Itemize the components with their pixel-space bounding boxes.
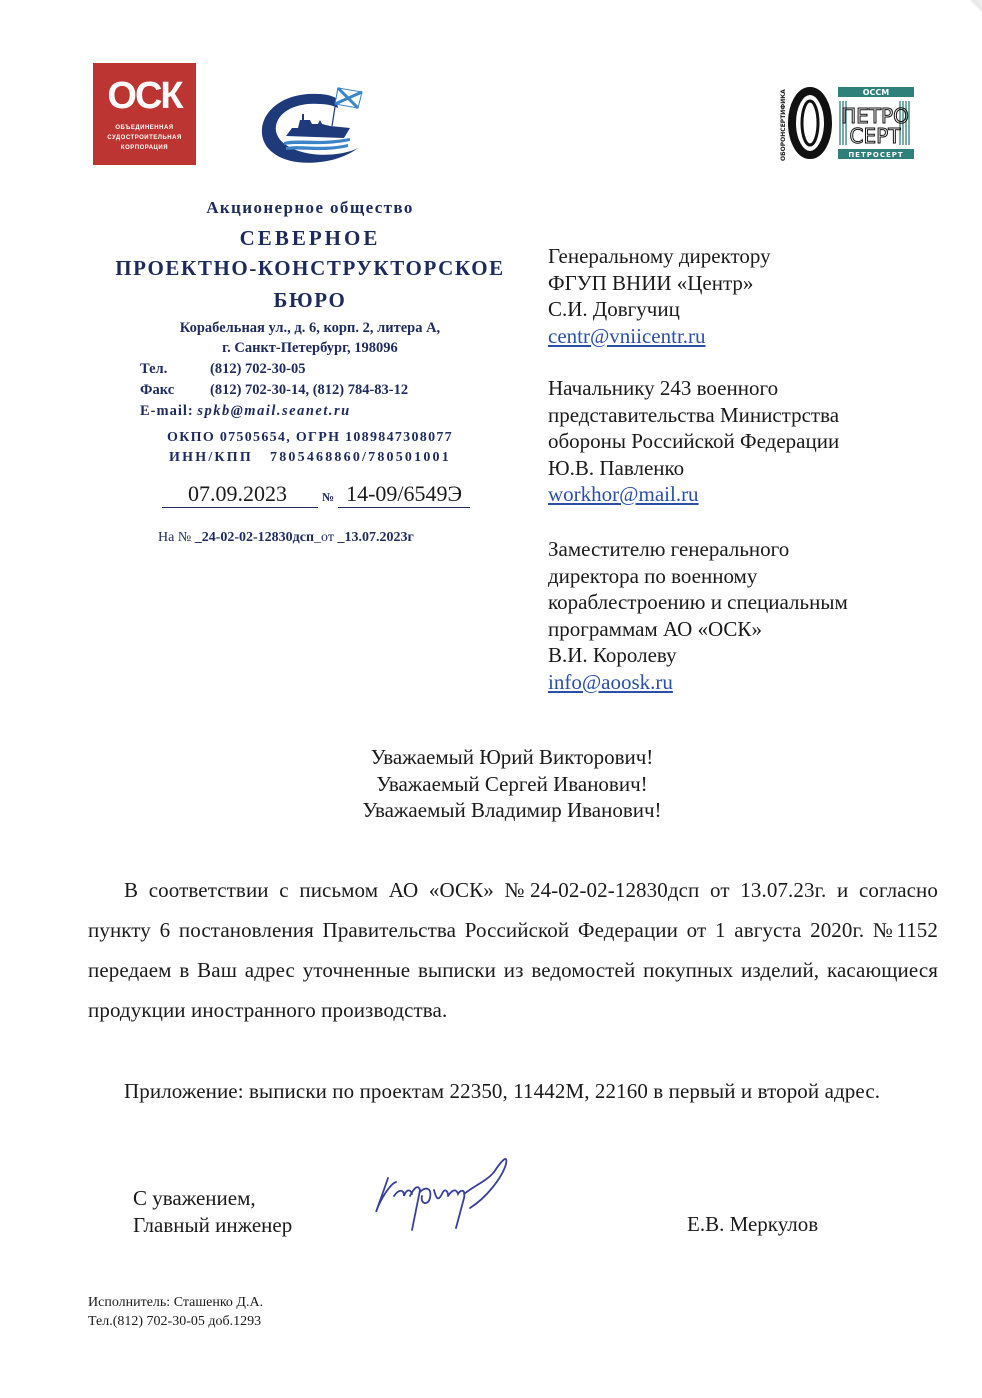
email-row bbox=[140, 403, 351, 420]
attachment-text: Приложение: выписки по проектам 22350, 11442М, 22160 в первый и второй адрес. bbox=[124, 1079, 881, 1103]
svg-text:СЕРТ: СЕРТ bbox=[849, 124, 901, 148]
ref-mid: _от bbox=[314, 530, 334, 545]
osk-logo-mark: ОСК bbox=[107, 75, 182, 117]
ref-date: _13.07.2023г bbox=[337, 530, 414, 545]
signer-name: Е.В. Меркулов bbox=[687, 1212, 819, 1236]
company-name-line: СЕВЕРНОЕ bbox=[239, 226, 381, 250]
ref-number: _24-02-02-12830дсп bbox=[194, 530, 315, 545]
osk-subtitle-line: КОРПОРАЦИЯ bbox=[120, 145, 169, 151]
body-paragraph-text: В соответствии с письмом АО «ОСК» №24-02-02-12830дсп от 13.07.23г. и согласно пункту 6 постановления Правительства Российской Федерации от 1 августа 2020г. №1152 передаем в Ваш адрес уточненные выписки из ведомостей покупных изделий, касающиеся продукции иностранного производства. bbox=[88, 878, 938, 1022]
reference-line bbox=[158, 530, 414, 546]
recipient-line: директора по военному bbox=[548, 563, 758, 588]
executor-phone: Тел.(812) 702-30-05 доб.1293 bbox=[88, 1314, 262, 1329]
recipient-line: программам АО «ОСК» bbox=[548, 616, 762, 641]
recipient-line: кораблестроению и специальным bbox=[548, 590, 848, 614]
recipient-block bbox=[548, 243, 908, 349]
company-email[interactable]: spkb@mail.seanet.ru bbox=[197, 403, 351, 419]
recipient-line: Ю.В. Павленко bbox=[548, 455, 685, 480]
recipient-line: В.И. Королеву bbox=[548, 643, 677, 667]
executor-name: Исполнитель: Сташенко Д.А. bbox=[88, 1295, 264, 1310]
petrosert-top-label: ОССМ bbox=[862, 88, 890, 97]
osk-subtitle-line: СУДОСТРОИТЕЛЬНАЯ bbox=[107, 135, 182, 141]
address-line: г. Санкт-Петербург, 198096 bbox=[222, 340, 398, 356]
greeting-line: Уважаемый Владимир Иванович! bbox=[362, 798, 662, 822]
body-paragraph bbox=[88, 870, 938, 1030]
outgoing-number: 14-09/6549Э bbox=[338, 481, 470, 508]
osk-subtitle-line: ОБЪЕДИНЕННАЯ bbox=[115, 125, 174, 131]
fax-row bbox=[140, 382, 408, 399]
spkb-ship-logo bbox=[258, 84, 368, 166]
phone-row bbox=[140, 361, 305, 378]
recipient-line: С.И. Довгучиц bbox=[548, 297, 680, 321]
address-line: Корабельная ул., д. 6, корп. 2, литера А, bbox=[179, 320, 441, 336]
handwritten-signature bbox=[370, 1150, 545, 1235]
executor-block bbox=[88, 1293, 263, 1331]
recipient-line: Заместителю генерального bbox=[548, 537, 790, 561]
greeting-line: Уважаемый Юрий Викторович! bbox=[370, 745, 654, 769]
company-type: Акционерное общество bbox=[206, 198, 414, 217]
recipient-line: Генеральному директору bbox=[548, 244, 771, 268]
svg-text:ПЕТРО: ПЕТРО bbox=[841, 104, 909, 128]
attachment-paragraph bbox=[88, 1071, 938, 1111]
number-sign: № bbox=[322, 490, 335, 504]
recipient-email-link[interactable]: workhor@mail.ru bbox=[548, 482, 699, 506]
petrosert-logo bbox=[780, 83, 918, 163]
closing: С уважением, bbox=[133, 1186, 256, 1210]
petrosert-bottom-label: ПЕТРОСЕРТ bbox=[848, 151, 904, 159]
petrosert-side-label: ОБОРОНСЕРТИФИКА bbox=[780, 89, 787, 161]
outgoing-date: 07.09.2023 bbox=[162, 481, 318, 508]
greeting-line: Уважаемый Сергей Иванович! bbox=[376, 771, 648, 796]
wave-icon bbox=[286, 144, 348, 150]
recipient-line: обороны Российской Федерации bbox=[548, 429, 840, 453]
company-name-line: БЮРО bbox=[273, 288, 347, 312]
okpo-ogrn: ОКПО 07505654, ОГРН 1089847308077 bbox=[167, 430, 453, 445]
signer-position: Главный инженер bbox=[133, 1213, 293, 1237]
signature-block bbox=[133, 1185, 292, 1239]
wave-icon bbox=[284, 138, 350, 145]
ref-prefix: На № bbox=[158, 530, 192, 545]
email-label: E-mail: bbox=[140, 403, 194, 419]
recipient-line: ФГУП ВНИИ «Центр» bbox=[548, 270, 754, 295]
fax-label: Факс bbox=[140, 382, 175, 398]
page-curl bbox=[970, 0, 982, 12]
recipient-block bbox=[548, 375, 908, 508]
phone-label: Тел. bbox=[140, 361, 168, 377]
recipient-email-link[interactable]: info@aoosk.ru bbox=[548, 669, 673, 694]
recipient-email-link[interactable]: centr@vniicentr.ru bbox=[548, 323, 706, 348]
registration-number bbox=[162, 481, 470, 508]
ship-icon bbox=[286, 114, 350, 138]
inn-kpp: ИНН/КПП 7805468860/780501001 bbox=[169, 450, 451, 465]
osk-logo-subtitle bbox=[93, 123, 196, 153]
recipient-line: Начальнику 243 военного bbox=[548, 376, 779, 400]
recipient-line: представительства Министрства bbox=[548, 402, 840, 427]
phone-value: (812) 702-30-05 bbox=[210, 361, 306, 377]
recipient-block bbox=[548, 536, 908, 695]
osk-logo bbox=[93, 63, 196, 165]
company-name-line: ПРОЕКТНО-КОНСТРУКТОРСКОЕ bbox=[115, 256, 505, 280]
greeting-block bbox=[250, 744, 774, 824]
fax-value: (812) 702-30-14, (812) 784-83-12 bbox=[210, 382, 409, 398]
